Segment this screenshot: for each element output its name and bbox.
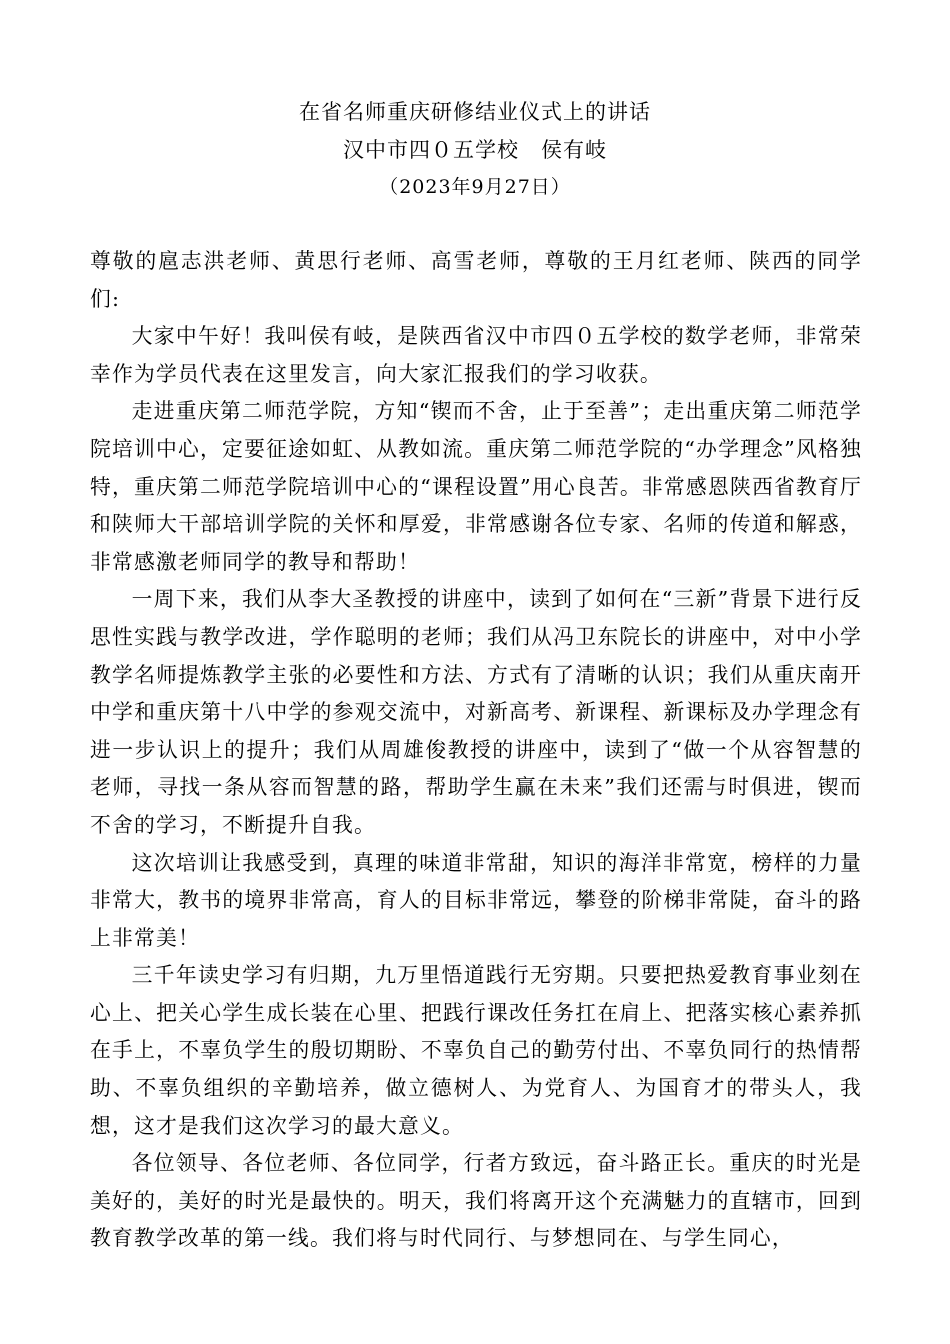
- speech-title: 在省名师重庆研修结业仪式上的讲话: [299, 100, 651, 124]
- paragraph: 走进重庆第二师范学院，方知“锲而不舍，止于至善”；走出重庆第二师范学院培训中心，定要征途如虹、从教如流。重庆第二师范学院的“办学理念”风格独特，重庆第二师范学院培训中心的“课程设置”用心良苦。非常感恩陕西省教育厅和陕师大干部培训学院的关怀和厚爱，非常感谢各位专家、名师的传道和解惑，非常感激老师同学的教导和帮助！: [90, 399, 862, 574]
- paragraph: 大家中午好！我叫侯有岐，是陕西省汉中市四０五学校的数学老师，非常荣幸作为学员代表在这里发言，向大家汇报我们的学习收获。: [90, 324, 862, 386]
- date-line: （2023年9月27日）: [379, 176, 571, 198]
- paragraph: 三千年读史学习有归期，九万里悟道践行无穷期。只要把热爱教育事业刻在心上、把关心学生成长装在心里、把践行课改任务扛在肩上、把落实核心素养抓在手上，不辜负学生的殷切期盼、不辜负自己的勤劳付出、不辜负同行的热情帮助、不辜负组织的辛勤培养，做立德树人、为党育人、为国育才的带头人，我想，这才是我们这次学习的最大意义。: [90, 963, 862, 1138]
- paragraph: 各位领导、各位老师、各位同学，行者方致远，奋斗路正长。重庆的时光是美好的，美好的时光是最快的。明天，我们将离开这个充满魅力的直辖市，回到教育教学改革的第一线。我们将与时代同行、与梦想同在、与学生同心，: [90, 1151, 862, 1251]
- salutation: 尊敬的扈志洪老师、黄思行老师、高雪老师，尊敬的王月红老师、陕西的同学们:: [90, 249, 862, 311]
- speech-body: [90, 243, 862, 1258]
- author-line: 汉中市四０五学校 侯有岐: [343, 138, 607, 162]
- paragraph: 这次培训让我感受到，真理的味道非常甜，知识的海洋非常宽，榜样的力量非常大，教书的境界非常高，育人的目标非常远，攀登的阶梯非常陡，奋斗的路上非常美！: [90, 850, 862, 950]
- paragraph: 一周下来，我们从李大圣教授的讲座中，读到了如何在“三新”背景下进行反思性实践与教学改进，学作聪明的老师；我们从冯卫东院长的讲座中，对中小学教学名师提炼教学主张的必要性和方法、方式有了清晰的认识；我们从重庆南开中学和重庆第十八中学的参观交流中，对新高考、新课程、新课标及办学理念有进一步认识上的提升；我们从周雄俊教授的讲座中，读到了“做一个从容智慧的老师，寻找一条从容而智慧的路，帮助学生赢在未来”我们还需与时俱进，锲而不舍的学习，不断提升自我。: [90, 587, 862, 837]
